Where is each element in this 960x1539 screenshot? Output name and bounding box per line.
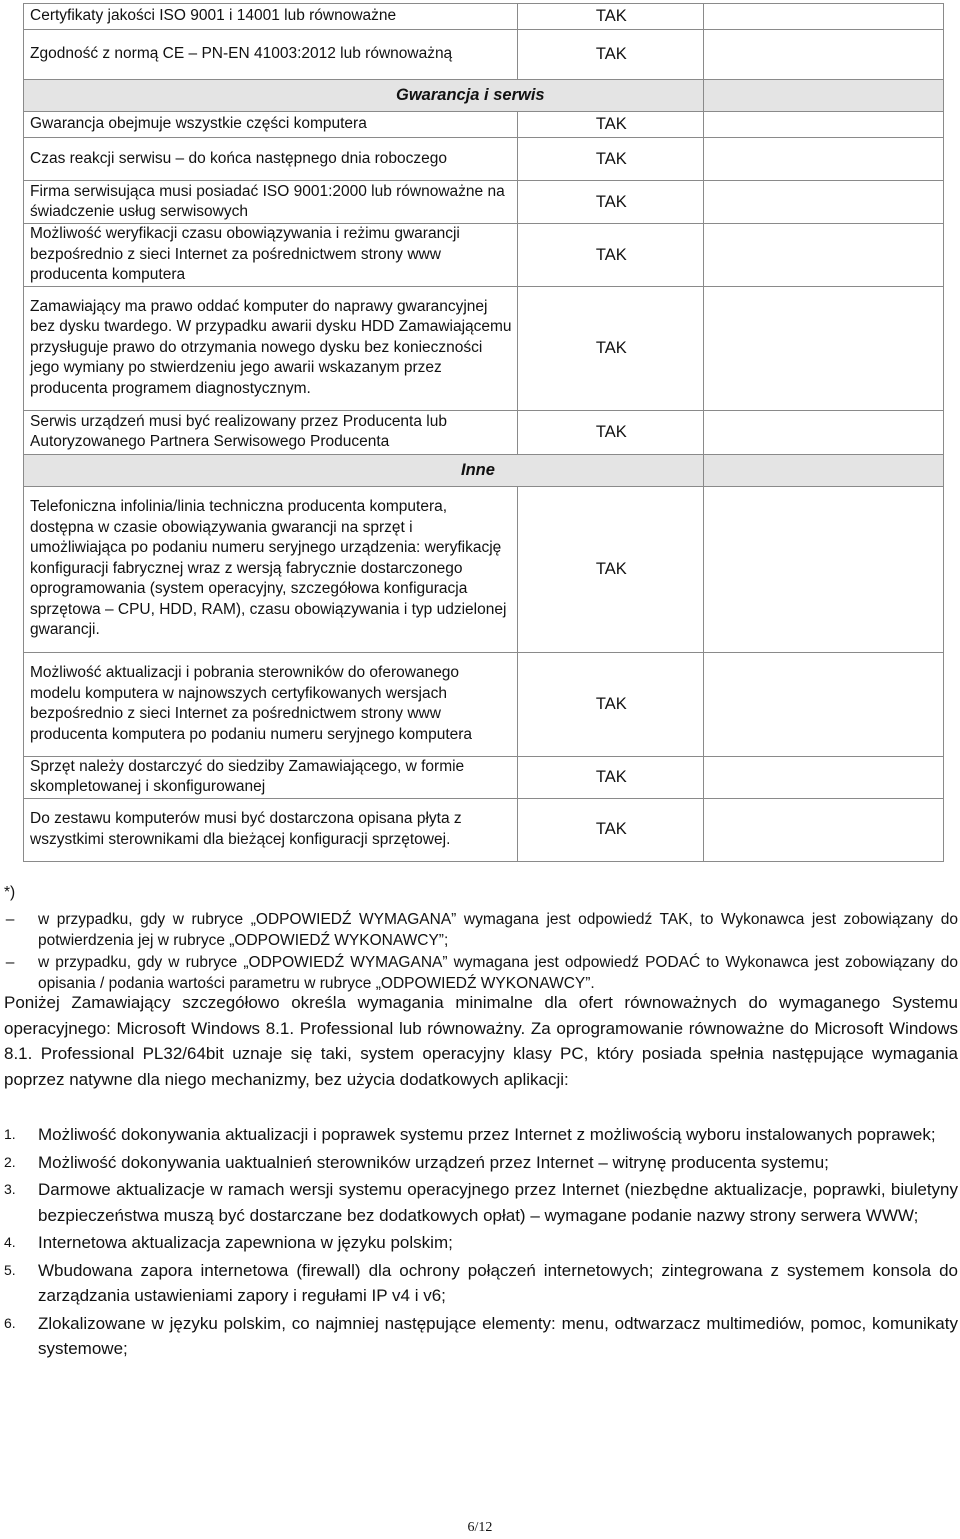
specification-table-body (24, 4, 944, 862)
list-number: 4. (4, 1234, 16, 1250)
vendor-answer-cell (703, 798, 943, 861)
section-row (24, 80, 944, 112)
table-row (24, 30, 944, 80)
list-text: Możliwość dokonywania uaktualnień sterowników urządzeń przez Internet – witrynę producenta systemu; (38, 1152, 829, 1172)
list-item (0, 1258, 958, 1309)
answer-cell: TAK (517, 4, 703, 30)
table-row (24, 138, 944, 181)
answer-cell: TAK (517, 756, 703, 798)
footnote-dash: – (5, 911, 15, 928)
list-text: Zlokalizowane w języku polskim, co najmniej następujące elementy: menu, odtwarzacz multimediów, pomoc, komunikaty systemowe; (38, 1313, 958, 1358)
requirement-cell: Serwis urządzeń musi być realizowany przez Producenta lub Autoryzowanego Partnera Serwisowego Producenta (24, 410, 518, 454)
footnote-dash: – (5, 954, 15, 971)
list-item (0, 1230, 958, 1256)
vendor-answer-cell (703, 486, 943, 652)
section-header-other (24, 454, 704, 486)
answer-cell: TAK (517, 138, 703, 181)
requirement-cell: Certyfikaty jakości ISO 9001 i 14001 lub równoważne (24, 4, 518, 30)
vendor-answer-cell (703, 30, 943, 80)
table-row (24, 112, 944, 138)
answer-cell: TAK (517, 486, 703, 652)
requirement-cell: Możliwość aktualizacji i pobrania sterowników do oferowanego modelu komputera w najnowszych certyfikowanych wersjach bezpośrednio z sieci Internet za pośrednictwem strony www producenta komputera po podaniu numeru seryjnego komputera (24, 652, 518, 756)
vendor-answer-cell (703, 286, 943, 410)
vendor-answer-cell (703, 652, 943, 756)
page-number: 6/12 (467, 1520, 493, 1535)
list-number: 3. (4, 1181, 16, 1197)
footnote-text: w przypadku, gdy w rubryce „ODPOWIEDŹ WYMAGANA” wymagana jest odpowiedź TAK, to Wykonawca jest zobowiązany do potwierdzenia jej w rubryce „ODPOWIEDŹ WYKONAWCY”; (38, 911, 958, 949)
list-text: Darmowe aktualizacje w ramach wersji systemu operacyjnego przez Internet (niezbędne aktualizacje, poprawki, biuletyny bezpieczeństwa muszą być dostarczane bez dodatkowych opłat) – wymagane podanie nazwy strony serwera WWW; (38, 1180, 958, 1225)
answer-cell: TAK (517, 798, 703, 861)
vendor-answer-cell (703, 112, 943, 138)
requirement-cell: Czas reakcji serwisu – do końca następnego dnia roboczego (24, 138, 518, 181)
list-number: 6. (4, 1314, 16, 1331)
section-title: Gwarancja i serwis (396, 86, 545, 105)
os-requirements-list (0, 1122, 958, 1364)
table-row (24, 181, 944, 224)
requirement-cell: Zgodność z normą CE – PN-EN 41003:2012 lub równoważną (24, 30, 518, 80)
table-row (24, 486, 944, 652)
vendor-answer-cell (703, 224, 943, 287)
vendor-answer-cell (703, 4, 943, 30)
answer-cell: TAK (517, 286, 703, 410)
list-item (0, 1311, 958, 1362)
answer-cell: TAK (517, 652, 703, 756)
answer-cell: TAK (517, 112, 703, 138)
answer-cell: TAK (517, 30, 703, 80)
table-row (24, 652, 944, 756)
list-number: 2. (4, 1153, 16, 1170)
section-header-blank (703, 454, 943, 486)
table-row (24, 4, 944, 30)
requirement-cell: Zamawiający ma prawo oddać komputer do naprawy gwarancyjnej bez dysku twardego. W przypadku awarii dysku HDD Zamawiającemu przysługuje prawo do otrzymania nowego dysku bez konieczności jego wymiany po stwierdzeniu jego awarii wskazanym przez producenta programem diagnostycznym. (24, 286, 518, 410)
table-row (24, 756, 944, 798)
list-number: 1. (4, 1126, 16, 1142)
list-text: Możliwość dokonywania aktualizacji i poprawek systemu przez Internet z możliwością wyboru instalowanych poprawek; (38, 1125, 936, 1144)
vendor-answer-cell (703, 410, 943, 454)
requirement-cell: Firma serwisująca musi posiadać ISO 9001:2000 lub równoważne na świadczenie usług serwisowych (24, 181, 518, 224)
list-item (0, 1177, 958, 1228)
section-row (24, 454, 944, 486)
footnote-text: w przypadku, gdy w rubryce „ODPOWIEDŹ WYMAGANA” wymagana jest odpowiedź PODAĆ to Wykonawca jest zobowiązany do opisania / podania wartości parametru w rubryce „ODPOWIEDŹ WYKONAWCY”. (38, 954, 958, 992)
footnote-marker: *) (4, 884, 16, 901)
vendor-answer-cell (703, 138, 943, 181)
section-header-warranty (24, 80, 704, 112)
vendor-answer-cell (703, 756, 943, 798)
requirement-cell: Telefoniczna infolinia/linia techniczna producenta komputera, dostępna w czasie obowiązywania gwarancji na sprzęt i umożliwiająca po podaniu numeru seryjnego urządzenia: weryfikację konfiguracji fabrycznej wraz z wersją fabrycznie dostarczonego oprogramowania (system operacyjny, szczegółowa konfiguracja sprzętowa – CPU, HDD, RAM), czasu obowiązywania i typ udzielonej gwarancji. (24, 486, 518, 652)
list-text: Wbudowana zapora internetowa (firewall) dla ochrony połączeń internetowych; zintegrowana z systemem konsola do zarządzania ustawieniami zapory i regułami IP v4 i v6; (38, 1260, 958, 1305)
table-row (24, 286, 944, 410)
table-row (24, 224, 944, 287)
requirement-cell: Sprzęt należy dostarczyć do siedziby Zamawiającego, w formie skompletowanej i skonfigurowanej (24, 756, 518, 798)
section-title: Inne (461, 460, 495, 479)
section-header-blank (703, 80, 943, 112)
requirement-cell: Do zestawu komputerów musi być dostarczona opisana płyta z wszystkimi sterownikami dla bieżącej konfiguracji sprzętowej. (24, 798, 518, 861)
list-number: 5. (4, 1261, 16, 1278)
answer-cell: TAK (517, 224, 703, 287)
answer-cell: TAK (517, 181, 703, 224)
list-item (0, 1122, 958, 1148)
list-text: Internetowa aktualizacja zapewniona w języku polskim; (38, 1233, 453, 1252)
table-row (24, 410, 944, 454)
specification-table (23, 3, 944, 862)
answer-cell: TAK (517, 410, 703, 454)
list-item (0, 1150, 958, 1176)
vendor-answer-cell (703, 181, 943, 224)
table-row (24, 798, 944, 861)
requirement-cell: Możliwość weryfikacji czasu obowiązywania i reżimu gwarancji bezpośrednio z sieci Internet za pośrednictwem strony www producenta komputera (24, 224, 518, 287)
requirement-cell: Gwarancja obejmuje wszystkie części komputera (24, 112, 518, 138)
intro-paragraph: Poniżej Zamawiający szczegółowo określa wymagania minimalne dla ofert równoważnych do wymaganego Systemu operacyjnego: Microsoft Windows 8.1. Professional lub równoważny. Za oprogramowanie równoważne do Microsoft Windows 8.1. Professional PL32/64bit uznaje się taki, system operacyjny klasy PC, który posiada spełnia następujące wymagania poprzez natywne dla niego mechanizmy, bez użycia dodatkowych aplikacji: (4, 993, 958, 1089)
